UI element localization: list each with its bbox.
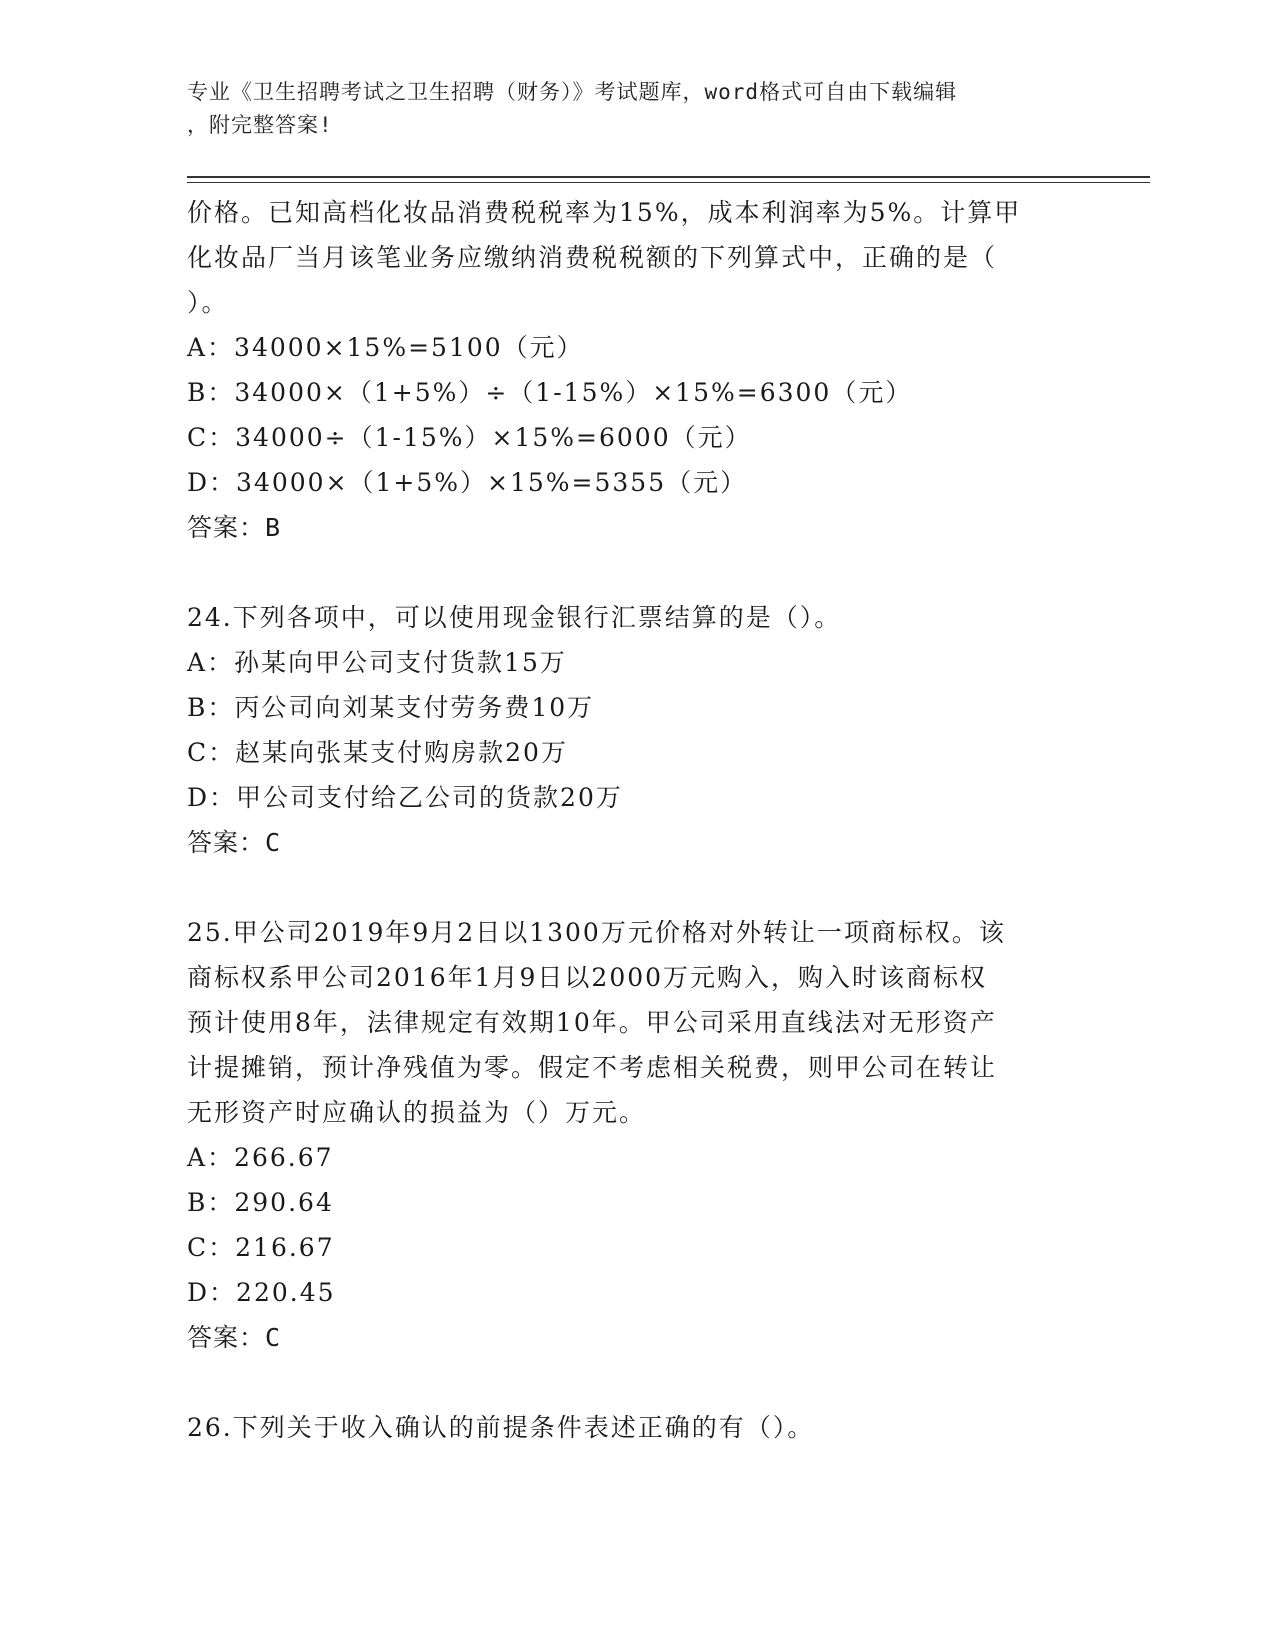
header-title-line-2: ，附完整答案! bbox=[187, 113, 333, 137]
question-stem-line: 26.下列关于收入确认的前提条件表述正确的有（）。 bbox=[187, 1413, 815, 1442]
header-title-line-1: 专业《卫生招聘考试之卫生招聘（财务）》考试题库，word格式可自由下载编辑 bbox=[187, 80, 958, 104]
option-d: D：220.45 bbox=[187, 1278, 336, 1307]
option-c: C：赵某向张某支付购房款20万 bbox=[187, 738, 568, 767]
option-c: C：34000÷（1-15%）×15%=6000（元） bbox=[187, 423, 752, 452]
question-26 bbox=[187, 1405, 1087, 1450]
answer-line: 答案：B bbox=[187, 513, 282, 542]
question-stem-line: 24.下列各项中，可以使用现金银行汇票结算的是（）。 bbox=[187, 603, 842, 632]
option-a: A：孙某向甲公司支付货款15万 bbox=[187, 648, 567, 677]
header-divider-thin bbox=[187, 182, 1150, 183]
question-stem-line: 无形资产时应确认的损益为（）万元。 bbox=[187, 1098, 647, 1127]
option-a: A：34000×15%=5100（元） bbox=[187, 333, 584, 362]
option-a: A：266.67 bbox=[187, 1143, 334, 1172]
option-b: B：290.64 bbox=[187, 1188, 334, 1217]
question-24 bbox=[187, 595, 1087, 865]
question-25 bbox=[187, 910, 1087, 1360]
question-list bbox=[187, 190, 1087, 1450]
answer-line: 答案：C bbox=[187, 828, 282, 857]
question-stem-line: 计提摊销，预计净残值为零。假定不考虑相关税费，则甲公司在转让 bbox=[187, 1053, 998, 1082]
spacer bbox=[187, 550, 1087, 595]
question-stem-line: ）。 bbox=[187, 288, 229, 317]
document-header bbox=[187, 76, 1067, 142]
option-d: D：甲公司支付给乙公司的货款20万 bbox=[187, 783, 623, 812]
question-stem-line: 商标权系甲公司2016年1月9日以2000万元购入，购入时该商标权 bbox=[187, 963, 988, 992]
option-d: D：34000×（1+5%）×15%=5355（元） bbox=[187, 468, 748, 497]
question-stem-line: 化妆品厂当月该笔业务应缴纳消费税税额的下列算式中，正确的是（ bbox=[187, 243, 998, 272]
spacer bbox=[187, 1360, 1087, 1405]
question-23 bbox=[187, 190, 1087, 550]
option-c: C：216.67 bbox=[187, 1233, 335, 1262]
header-divider-thick bbox=[187, 176, 1150, 178]
option-b: B：丙公司向刘某支付劳务费10万 bbox=[187, 693, 595, 722]
question-stem-line: 预计使用8年，法律规定有效期10年。甲公司采用直线法对无形资产 bbox=[187, 1008, 997, 1037]
option-b: B：34000×（1+5%）÷（1-15%）×15%=6300（元） bbox=[187, 378, 913, 407]
question-stem-line: 25.甲公司2019年9月2日以1300万元价格对外转让一项商标权。该 bbox=[187, 918, 1006, 947]
spacer bbox=[187, 865, 1087, 910]
question-stem-line: 价格。已知高档化妆品消费税税率为15%，成本利润率为5%。计算甲 bbox=[187, 198, 1022, 227]
answer-line: 答案：C bbox=[187, 1323, 282, 1352]
